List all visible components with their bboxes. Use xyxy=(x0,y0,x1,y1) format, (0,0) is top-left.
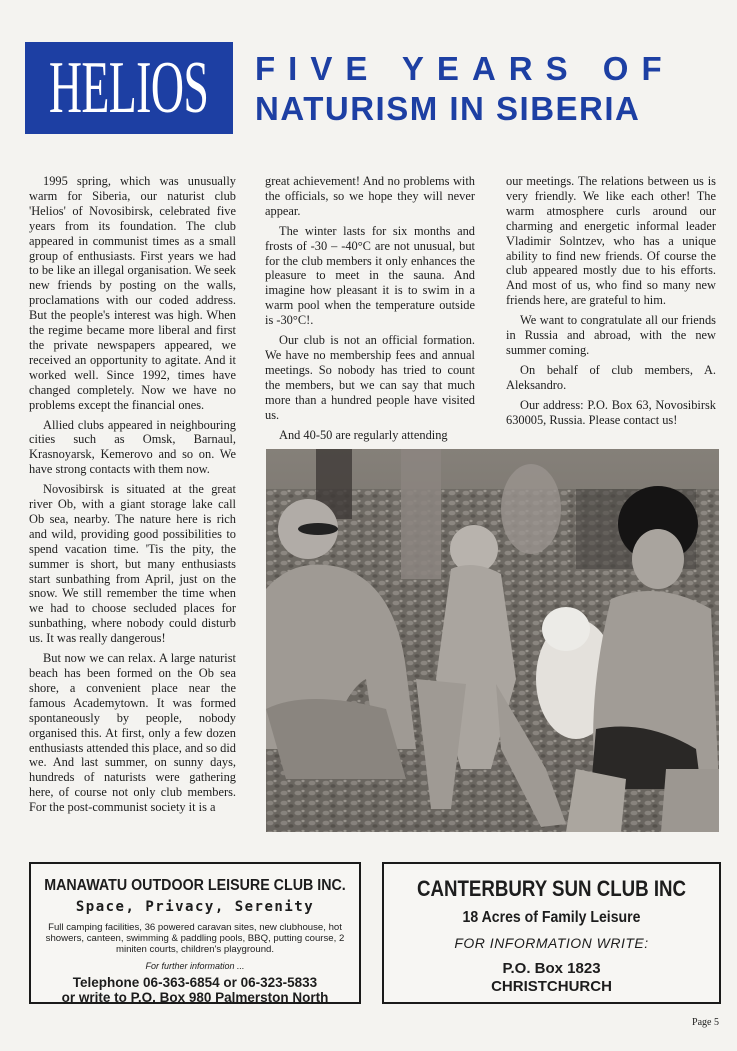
paragraph: our meetings. The relations between us is very friendly. We like each other! The warm atmosphere curls around our charming and energetic informal leader Vladimir Solntzev, who has a unique ability to find new friends. Of course the club appeared mostly due to his efforts. And most of us, who find so many new friends here, are grateful to him. xyxy=(506,174,716,308)
ad-canterbury-subtitle: 18 Acres of Family Leisure xyxy=(462,909,641,926)
page-number: Page 5 xyxy=(692,1017,719,1028)
article-column-3 xyxy=(506,174,716,433)
headline-line-1: FIVE YEARS OF xyxy=(255,50,675,87)
ad-manawatu xyxy=(29,862,361,1004)
article-column-2 xyxy=(265,174,475,447)
ad-canterbury-write: FOR INFORMATION WRITE: xyxy=(454,935,649,951)
beach-photo-illustration xyxy=(266,449,719,832)
headline xyxy=(255,50,715,128)
ad-manawatu-further: For further information ... xyxy=(145,961,245,971)
ad-manawatu-title: MANAWATU OUTDOOR LEISURE CLUB INC. xyxy=(44,877,346,894)
ad-canterbury xyxy=(382,862,721,1004)
ad-canterbury-box: P.O. Box 1823 xyxy=(502,960,601,977)
ad-canterbury-city: CHRISTCHURCH xyxy=(491,978,612,995)
ad-manawatu-phone: Telephone 06-363-6854 or 06-323-5833 xyxy=(72,975,318,990)
article-column-1 xyxy=(29,174,236,820)
paragraph: Novosibirsk is situated at the great river Ob, with a giant storage lake call Ob sea, nearby. The nature here is rich and wild, providing good possibilities to spend vacation time. 'Tis the pity, the summer is short, but many enthusiasts start sunbathing from April, just on the snow. We still remember the time when we had to choose secluded places for sunbathing, where nobody could disturb us. It was really dangerous! xyxy=(29,482,236,646)
paragraph: And 40-50 are regularly attending xyxy=(279,427,448,442)
paragraph: 1995 spring, which was unusually warm for Siberia, our naturist club 'Helios' of Novosibirsk, celebrated five years from its foundation. The club appeared in communist times as a small group of enthusiasts. First years we had to be like an illegal organisation. We seek new friends by posting on the walls, proclamations with our coded address. But the people's interest was high. When the regime became more liberal and first the private newspapers appeared, we received an opportunity to agitate. And it worked well. Since 1992, times have changed completely. Now we have no problems except the financial ones. xyxy=(29,174,236,412)
ad-manawatu-address: or write to P.O. Box 980 Palmerston North xyxy=(61,990,329,1005)
logo-text: HELIOS xyxy=(49,47,209,129)
paragraph: But now we can relax. A large naturist beach has been formed on the Ob sea shore, a convenient place near the famous Academytown. It was formed spontaneously by people, nobody organised this. At first, only a few dozen enthusiasts attended this place, and so did we. And last summer, on sunny days, hundreds of naturists were gathering here, of course not only club members. For the post-communist society it is a xyxy=(29,651,236,815)
paragraph: Our club is not an official formation. We have no membership fees and annual meetings. So nobody has tried to count the members, but we can say that much more than a hundred people have visited us. xyxy=(265,333,475,422)
ad-manawatu-description: Full camping facilities, 36 powered caravan sites, new clubhouse, hot showers, canteen, swimming & paddling pools, BBQ, putting course, 2 miniten courts, children's playground. xyxy=(45,922,345,955)
paragraph: On behalf of club members, A. Aleksandro. xyxy=(506,362,716,392)
ad-manawatu-slogan: Space, Privacy, Serenity xyxy=(75,899,315,915)
helios-logo xyxy=(25,42,233,134)
beach-photo xyxy=(266,449,719,832)
paragraph: Our address: P.O. Box 63, Novosibirsk 630005, Russia. Please contact us! xyxy=(506,397,716,427)
paragraph: great achievement! And no problems with the officials, so we hope they will never appear. xyxy=(265,174,475,218)
paragraph: Allied clubs appeared in neighbouring cities such as Omsk, Barnaul, Krasnoyarsk, Kemerovo and so on. We have strong contacts with them now. xyxy=(29,417,236,477)
headline-line-2: NATURISM IN SIBERIA xyxy=(255,89,641,127)
ad-canterbury-title: CANTERBURY SUN CLUB INC xyxy=(416,876,687,901)
paragraph: We want to congratulate all our friends in Russia and abroad, with the new summer coming. xyxy=(506,313,716,357)
paragraph: The winter lasts for six months and frosts of -30 – -40°C are not unusual, but for the club members it only enhances the pleasure to meet in the sauna. And imagine how pleasant it is to swim in a warm pool when the temperature outside is -30°C!. xyxy=(265,223,475,328)
